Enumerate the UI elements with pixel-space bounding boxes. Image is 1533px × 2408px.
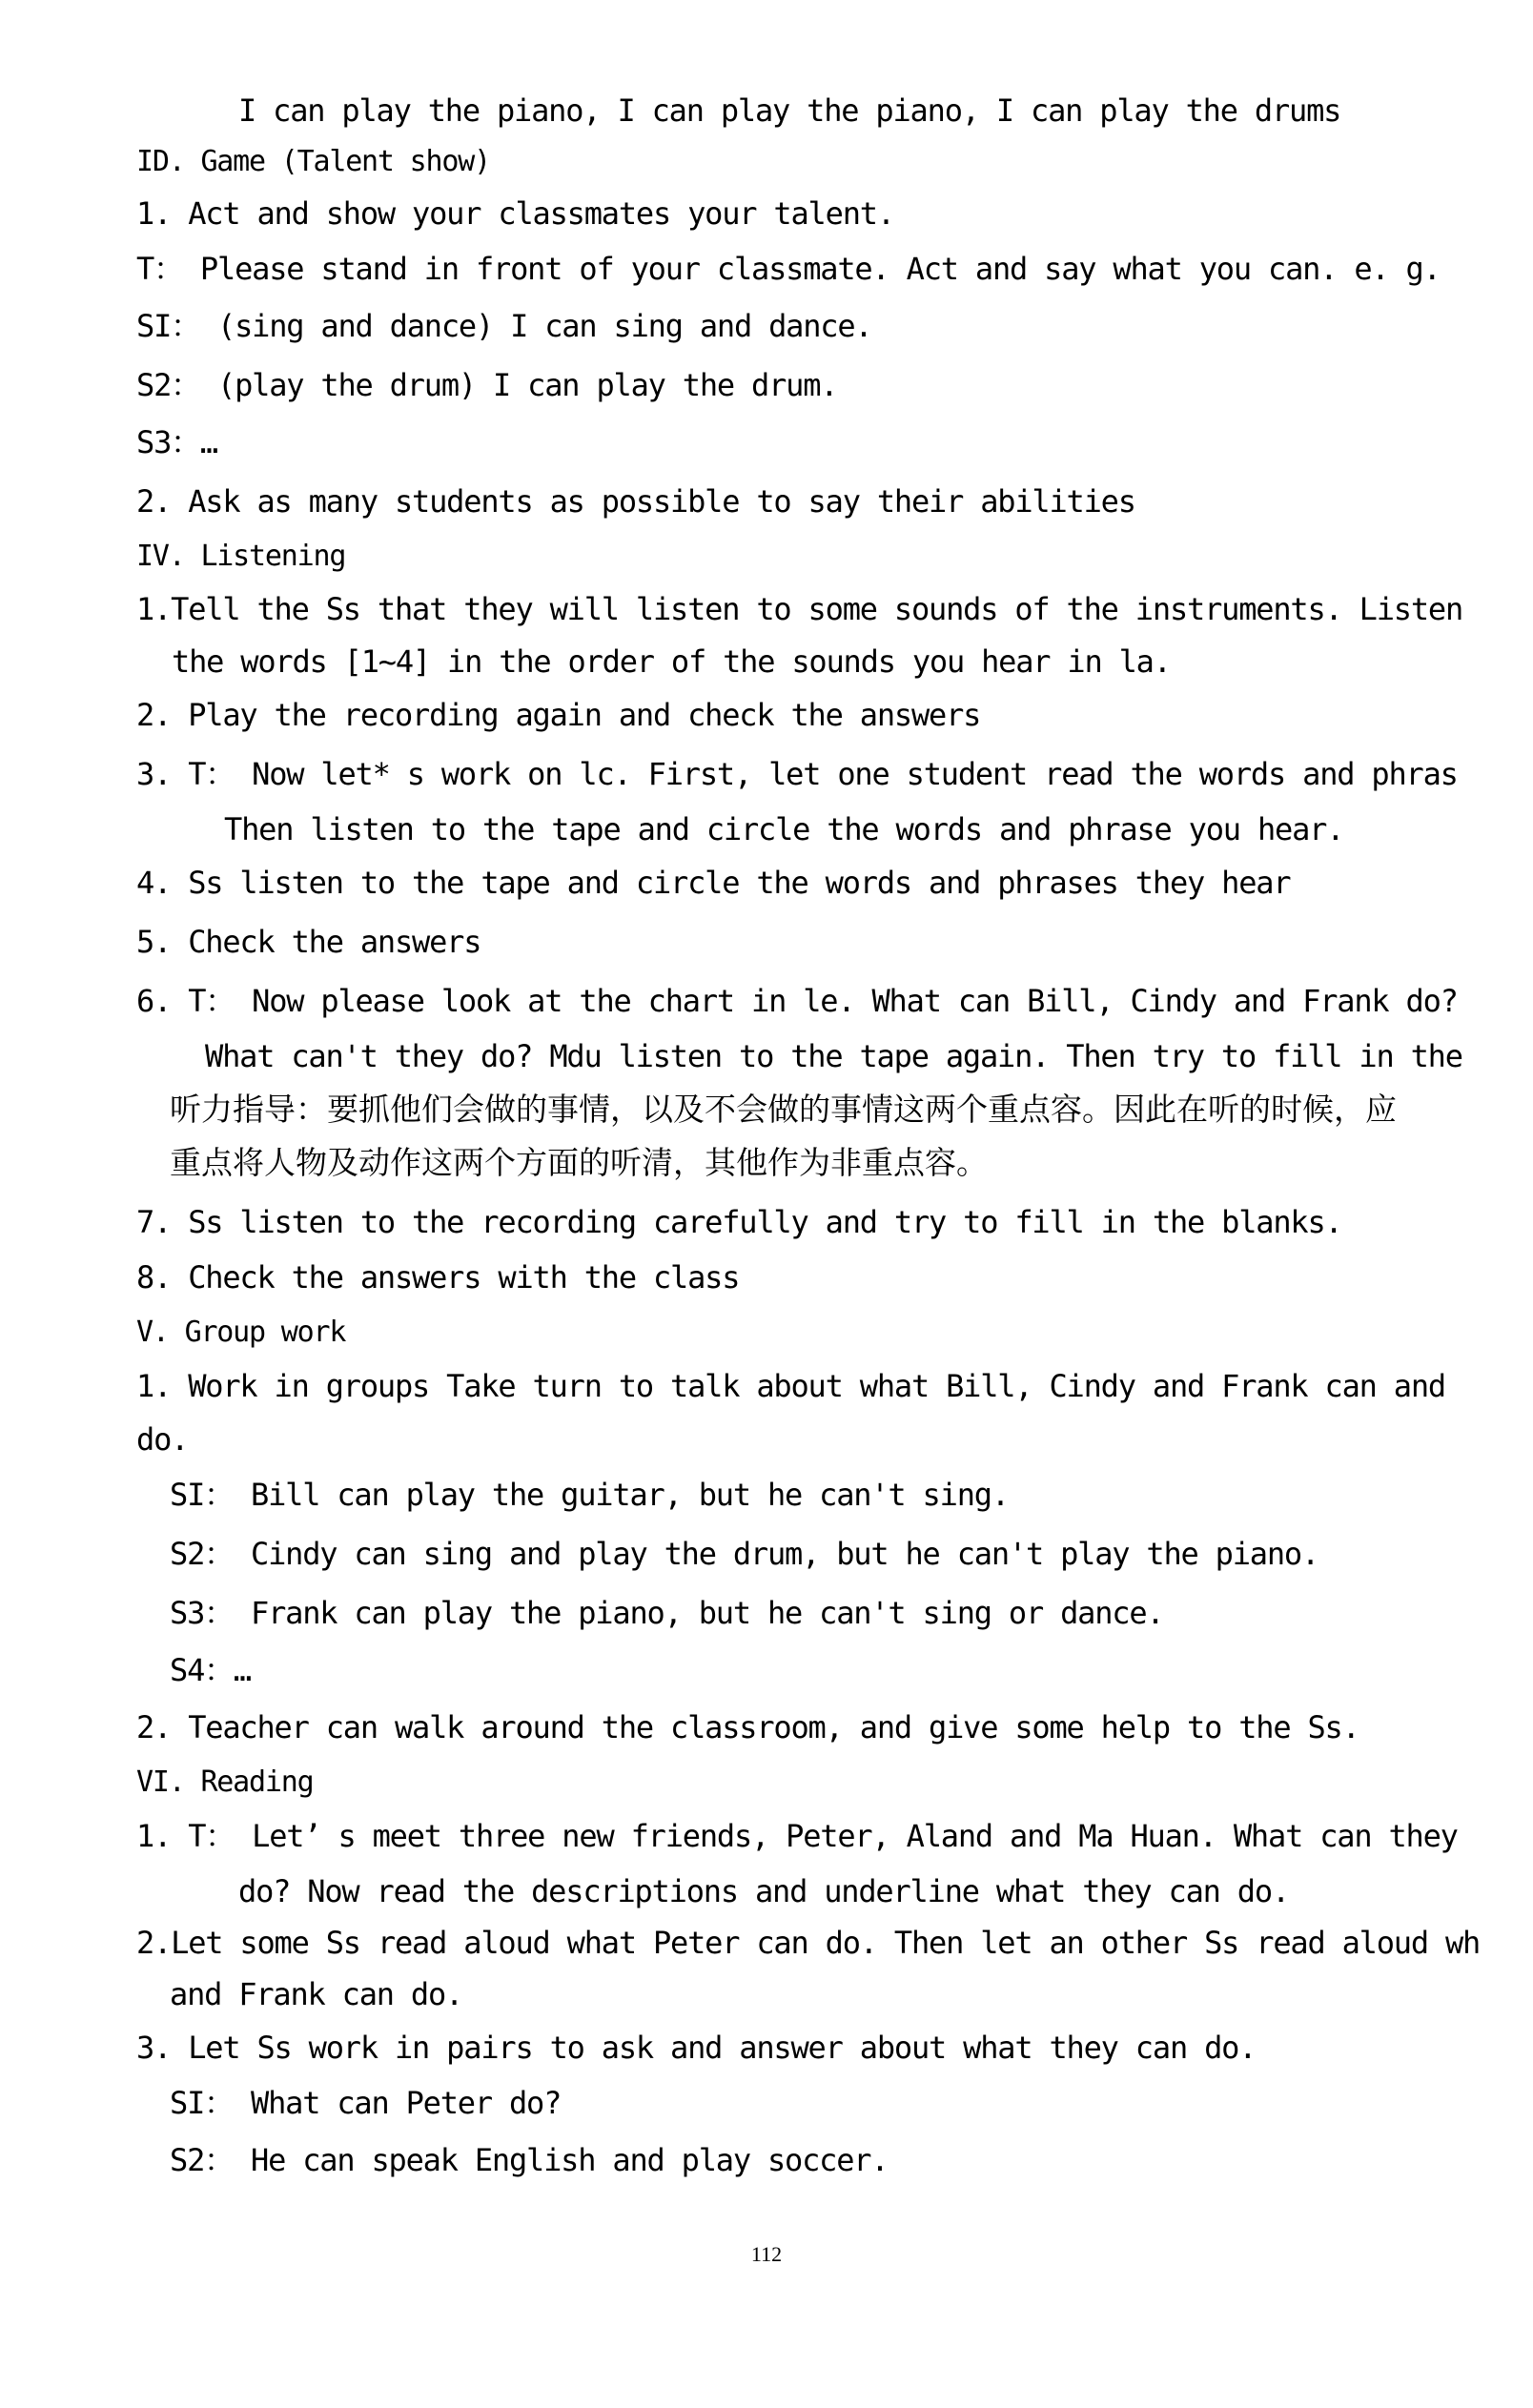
text-line: 2. Play the recording again and check the answers (136, 697, 981, 733)
text-line: S4：… (170, 1652, 251, 1688)
text-line: V. Group work (136, 1316, 346, 1349)
text-line: and Frank can do. (170, 1976, 463, 2012)
text-line: S3：… (136, 424, 217, 460)
chinese-note-line: 重点将人物及动作这两个方面的听清，其他作为非重点容。 (170, 1144, 988, 1181)
text-line: ID. Game (Talent show) (136, 145, 490, 178)
text-line: SI： What can Peter do? (170, 2085, 562, 2121)
text-line: T： Please stand in front of your classmate. Act and say what you can. e. g. (136, 251, 1441, 287)
text-line: SI： (sing and dance) I can sing and dance. (136, 308, 872, 344)
page-number: 112 (750, 2242, 783, 2266)
text-line: S2： (play the drum) I can play the drum. (136, 367, 838, 403)
text-line: do? Now read the descriptions and underline what they can do. (238, 1873, 1290, 1909)
text-line: 1. Work in groups Take turn to talk about what Bill, Cindy and Frank can and (136, 1368, 1445, 1404)
text-line: the words [1~4] in the order of the sounds you hear in la. (172, 643, 1171, 680)
text-line: 1. Act and show your classmates your talent. (136, 195, 894, 232)
text-line: 6. T： Now please look at the chart in le. What can Bill, Cindy and Frank do? (136, 983, 1458, 1019)
text-line: S2： Cindy can sing and play the drum, but he can't play the piano. (170, 1536, 1319, 1572)
text-line: SI： Bill can play the guitar, but he can't sing. (170, 1477, 1009, 1513)
chinese-note-line: 听力指导：要抓他们会做的事情，以及不会做的事情这两个重点容。因此在听的时候，应 (170, 1091, 1397, 1128)
text-line: 2.Let some Ss read aloud what Peter can do. Then let an other Ss read aloud wh (136, 1925, 1481, 1961)
text-line: 5. Check the answers (136, 924, 481, 960)
text-line: VI. Reading (136, 1765, 314, 1799)
text-line: S3： Frank can play the piano, but he can't sing or dance. (170, 1595, 1164, 1631)
text-line: 2. Teacher can walk around the classroom, and give some help to the Ss. (136, 1709, 1359, 1745)
text-line: do. (136, 1421, 189, 1458)
text-line: 1. T： Let’ s meet three new friends, Peter, Aland and Ma Huan. What can they (136, 1818, 1458, 1854)
text-line: 8. Check the answers with the class (136, 1259, 740, 1296)
text-line: IV. Listening (136, 540, 346, 573)
text-line: 7. Ss listen to the recording carefully and try to fill in the blanks. (136, 1204, 1342, 1240)
text-line: What can't they do? Mdu listen to the tape again. Then try to fill in the (205, 1038, 1462, 1074)
text-line: 1.Tell the Ss that they will listen to some sounds of the instruments. Listen (136, 591, 1463, 627)
text-line: 2. Ask as many students as possible to say their abilities (136, 483, 1135, 520)
text-line: Then listen to the tape and circle the words and phrase you hear. (224, 811, 1344, 847)
text-line: 3. T： Now let* s work on lc. First, let one student read the words and phras (136, 756, 1458, 792)
text-line: 4. Ss listen to the tape and circle the words and phrases they hear (136, 865, 1291, 901)
text-line: I can play the piano, I can play the piano, I can play the drums (238, 92, 1341, 129)
text-line: S2： He can speak English and play soccer. (170, 2142, 889, 2178)
text-line: 3. Let Ss work in pairs to ask and answer about what they can do. (136, 2030, 1257, 2066)
